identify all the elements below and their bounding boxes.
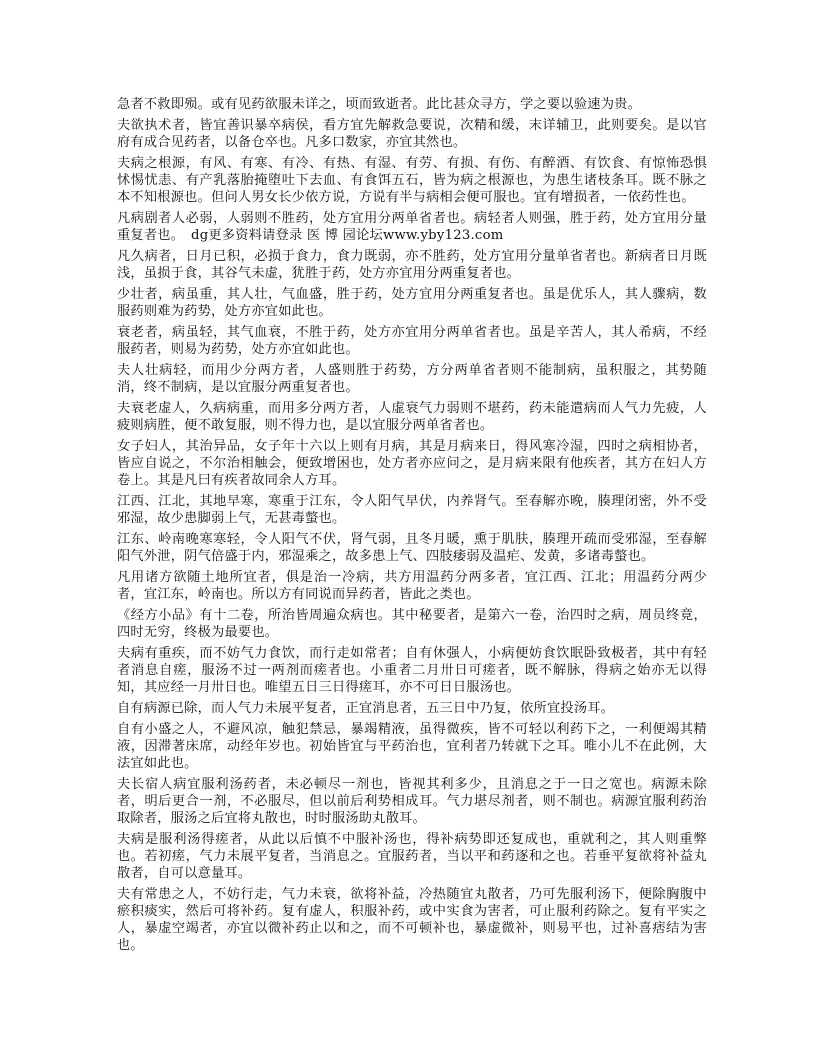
paragraph: 自有小盛之人，不避风凉，触犯禁忌，暴竭精液，虽得微疾，皆不可轻以利药下之，一利便竭其精液，因滞著床席，动经年岁也。初始皆宜与平药治也，宜利者乃转就下之耳。唯小儿不在此例，大法宜如此也。 [117,722,707,771]
paragraph: 夫人壮病轻，而用少分两方者，人盛则胜于药势，方分两单省者则不能制病，虽积服之，其势随消，终不制病，是以宜服分两重复者也。 [117,363,707,395]
paragraph: 《经方小品》有十二卷，所治皆周遍众病也。其中秘要者，是第六一卷，治四时之病，周员终竟，四时无穷，终极为最要也。 [117,608,707,640]
paragraph: 夫有常患之人，不妨行走，气力未衰，欲将补益，冷热随宜丸散者，乃可先服利汤下，便除胸腹中瘀积痰实，然后可将补药。复有虚人，积服补药，或中实食为害者，可止服利药除之。复有平实之人，暴虚空竭者，亦宜以微补药止以和之，而不可顿补也，暴虚微补，则易平也，过补喜痞结为害也。 [117,887,707,953]
paragraph: 夫长宿人病宜服利汤药者，未必顿尽一剂也，皆视其利多少，且消息之于一日之宽也。病源未除者，明后更合一剂，不必服尽，但以前后利势相成耳。气力堪尽剂者，则不制也。病源宜服利药治取除者，服汤之后宜将丸散也，时时服汤助丸散耳。 [117,777,707,826]
paragraph: 凡久病者，日月已积，必损于食力，食力既弱，亦不胜药，处方宜用分量单省者也。新病者日月既浅，虽损于食，其谷气未虚，犹胜于药，处方亦宜用分两重复者也。 [117,249,707,281]
paragraph: 女子妇人，其治异品，女子年十六以上则有月病，其是月病来日，得风寒冷湿，四时之病相协者，皆应自说之，不尔治相触会，便致增困也，处方者亦应问之，是月病来限有他疾者，其方在妇人方卷上。其是凡曰有疾者故同余人方耳。 [117,439,707,488]
paragraph: 江东、岭南晚寒寒轻，令人阳气不伏，肾气弱，且冬月暖，熏于肌肤，腠理开疏而受邪湿，至春解阳气外泄，阴气倍盛于内，邪湿乘之，故多患上气、四肢痿弱及温疟、发黄，多诸毒螫也。 [117,532,707,564]
paragraph: 少壮者，病虽重，其人壮，气血盛，胜于药，处方宜用分两重复者也。虽是优乐人，其人骤病，数服药则难为药势，处方亦宜如此也。 [117,287,707,319]
paragraph: 夫衰老虚人，久病病重，而用多分两方者，人虚衰气力弱则不堪药，药未能遣病而人气力先疲，人疲则病胜，便不敢复服，则不得力也，是以宜服分两单省者也。 [117,401,707,433]
paragraph: 夫病之根源，有风、有寒、有冷、有热、有湿、有劳、有损、有伤、有醉酒、有饮食、有惊怖恐惧怵惕忧恚、有产乳落胎掩堕吐下去血、有食饵五石，皆为病之根源也，为患生诸枝条耳。既不脉之本不知根源也。但问人男女长少依方说，方说有半与病相会便可服也。宜有增损者，一依药性也。 [117,156,707,205]
paragraph: 衰老者，病虽轻，其气血衰，不胜于药，处方亦宜用分两单省者也。虽是辛苦人，其人希病，不经服药者，则易为药势，处方亦宜如此也。 [117,325,707,357]
paragraph: 急者不救即殒。或有见药欲服未详之，顷而致逝者。此比甚众寻方，学之要以验速为贵。 [117,97,642,112]
paragraph: 夫病是服利汤得瘥者，从此以后慎不中服补汤也，得补病势即还复成也，重就利之，其人则重弊也。若初瘥，气力未展平复者，当消息之。宜服药者，当以平和药逐和之也。若垂平复欲将补益丸散者，自可以意量耳。 [117,832,707,881]
paragraph: 自有病源已除，而人气力未展平复者，正宜消息者，五三日中乃复，依所宜投汤耳。 [117,701,615,716]
paragraph: 夫欲执术者，皆宜善识暴卒病侯，看方宜先解救急要说，次精和缓，末详辅卫，此则要矣。是以官府有成合见药者，以备仓卒也。凡多口数家，亦宜其然也。 [117,118,707,150]
paragraph: 凡病剧者人必弱，人弱则不胜药，处方宜用分两单省者也。病轻者人则强，胜于药，处方宜用分量重复者也。 dg更多资料请登录 医 博 园论坛www.yby123.com [117,211,707,243]
paragraph: 江西、江北，其地早寒，寒重于江东，令人阳气早伏，内养肾气。至春解亦晚，腠理闭密，外不受邪湿，故少患脚弱上气，无甚毒螫也。 [117,494,707,526]
paragraph: 凡用诸方欲随土地所宜者，俱是治一冷病，共方用温药分两多者，宜江西、江北；用温药分两少者，宜江东，岭南也。所以方有同说而异药者，皆此之类也。 [117,570,707,602]
paragraph: 夫病有重疾，而不妨气力食饮，而行走如常者；自有休强人，小病便妨食饮眠卧致极者，其中有轻者消息自瘥，服汤不过一两剂而瘥者也。小重者二月卅日可瘥者，既不解脉，得病之始亦无以得知，其应经一月卅日也。唯望五日三日得瘥耳，亦不可日日服汤也。 [117,646,707,695]
document-page [117,96,707,958]
